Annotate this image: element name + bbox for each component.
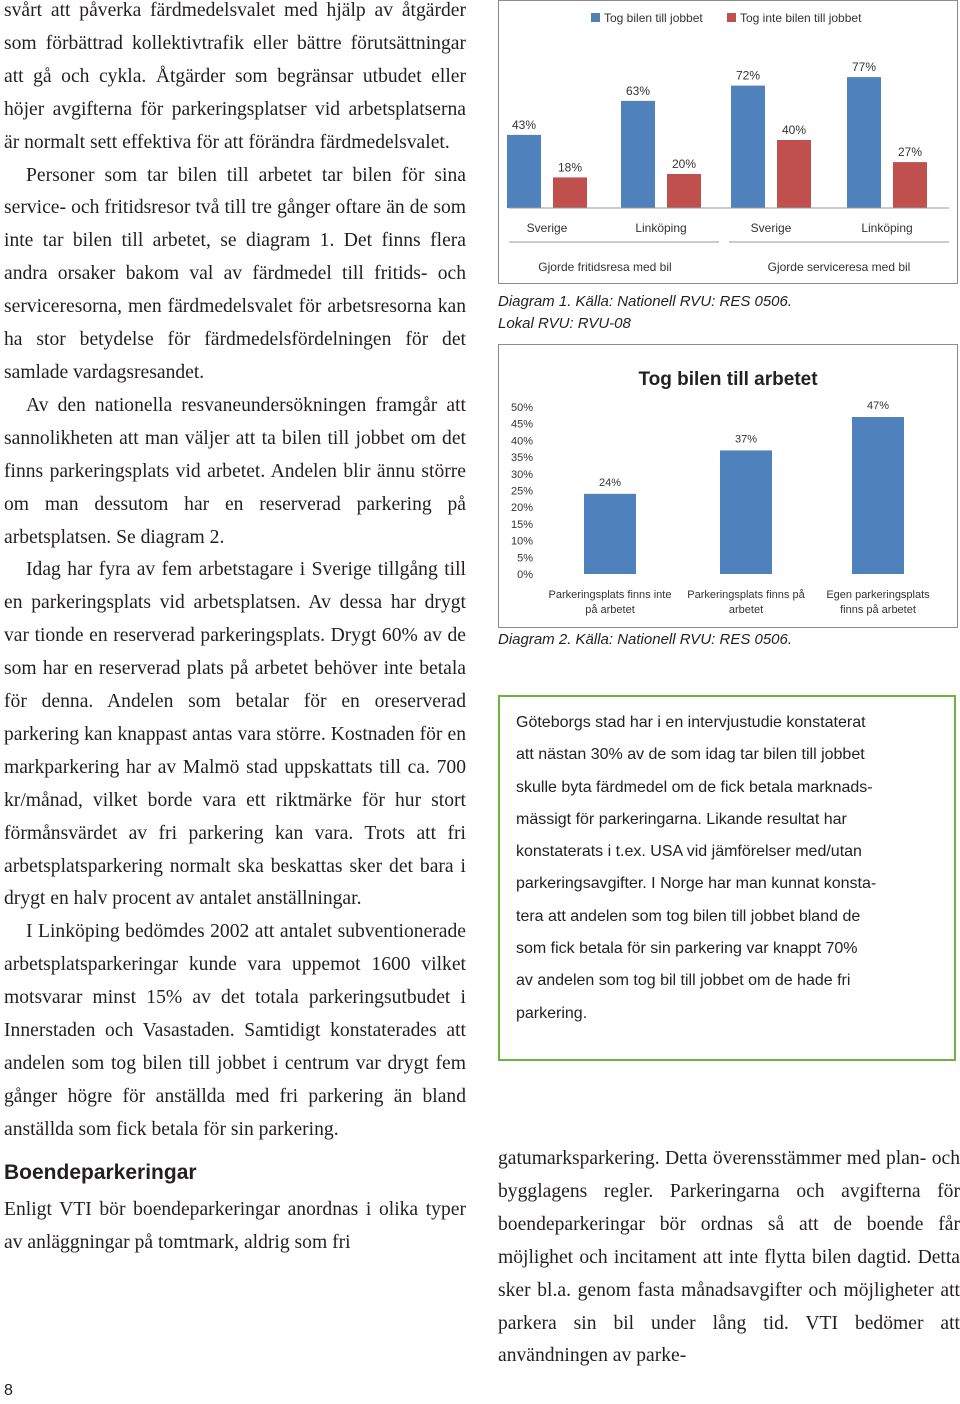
bar — [667, 174, 701, 208]
bar — [720, 450, 772, 574]
category-label: Sverige — [526, 221, 568, 235]
category-label: Parkeringsplats finns på — [687, 589, 805, 601]
bar — [507, 135, 541, 208]
data-label: 40% — [781, 123, 807, 137]
diagram-1-chart — [498, 0, 958, 284]
y-tick-label: 10% — [510, 535, 533, 548]
y-tick-label: 40% — [510, 435, 533, 448]
bar — [553, 177, 587, 208]
y-tick-label: 5% — [517, 552, 533, 565]
info-box-line: som fick betala för sin parkering var knappt 70% — [516, 940, 858, 958]
body-paragraph: Idag har fyra av fem arbetstagare i Sverige tillgång till en parkeringsplats vid arbetsplatsen. Av dessa har drygt var tionde en reserverad parkeringsplats. Drygt 60% av de som har en reserverad plats på arbetet behöver inte betala för denna. Andelen som betalar för en oreserverad parkering kan knappast antas vara större. Kostnaden för en markparkering har av Malmö stad uppskattats till ca. 700 kr/månad, vilket borde vara ett riktmärke för hur stort förmånsvärdet av fri parkering kan vara. Trots att fri arbetsplatsparkering normalt ska beskattas sker det bara i drygt en halv procent av antalet anställningar. — [4, 559, 466, 910]
diagram-2-caption: Diagram 2. Källa: Nationell RVU: RES 0506. — [498, 631, 793, 648]
bar — [584, 494, 636, 574]
data-label: 18% — [557, 160, 583, 175]
info-box-line: att nästan 30% av de som idag tar bilen till jobbet — [516, 746, 865, 764]
info-box-line: av andelen som tog bil till jobbet om de hade fri — [516, 972, 851, 990]
bar — [777, 140, 811, 208]
info-box-line: tera att andelen som tog bilen till jobbet bland de — [516, 907, 861, 925]
info-box-line: Göteborgs stad har i en intervjustudie konstaterat — [516, 714, 866, 731]
info-box-line: parkering. — [516, 1004, 588, 1022]
legend-swatch — [727, 13, 736, 22]
bar — [621, 101, 655, 208]
right-column — [498, 1143, 960, 1373]
category-label: Sverige — [750, 221, 792, 235]
data-label: 37% — [734, 433, 758, 446]
info-box-line: skulle byta färdmedel om de fick betala marknads- — [516, 778, 873, 796]
diagram-1-caption-line: Diagram 1. Källa: Nationell RVU: RES 0506. — [498, 293, 793, 310]
bar — [847, 77, 881, 208]
chart-title: Tog bilen till arbetet — [638, 369, 818, 390]
diagram-1-caption-line: Lokal RVU: RVU-08 — [498, 315, 631, 332]
category-label: finns på arbetet — [840, 604, 916, 616]
y-tick-label: 0% — [517, 569, 533, 581]
y-tick-label: 15% — [510, 518, 533, 531]
category-label: på arbetet — [585, 604, 635, 616]
info-box — [498, 695, 956, 1061]
data-label: 72% — [735, 68, 761, 83]
data-label: 20% — [671, 157, 697, 171]
bar — [852, 417, 904, 574]
body-paragraph: gatumarksparkering. Detta överensstämmer med plan- och bygglagens regler. Parkeringarna och avgifterna för boendeparkeringar bör ordnas så att de boende får möjlighet och incitament att inte flytta bilen dagtid. Detta sker bl.a. genom fasta månadsavgifter och möjligheter att parkera sin bil under lång tid. VTI bedömer att användningen av parke- — [498, 1148, 960, 1367]
body-paragraph: Personer som tar bilen till arbetet tar bilen för sina service- och fritidsresor två till tre gånger oftare än de som inte tar bilen till arbetet, se diagram 1. Det finns flera andra orsaker bakom val av färdmedel till fritids- och serviceresorna, men färdmedelsvalet för arbetsresorna kan ha stor betydelse för färdmedelsfördelningen för det samlade vardagsresandet. — [4, 164, 466, 383]
bar — [731, 86, 765, 208]
page-number: 8 — [4, 1382, 13, 1399]
group-label: Gjorde fritidsresa med bil — [538, 260, 672, 274]
info-box-line: konstaterats i t.ex. USA vid jämförelser med/utan — [516, 843, 862, 861]
y-tick-label: 35% — [510, 452, 533, 465]
data-label: 47% — [866, 400, 890, 413]
y-tick-label: 45% — [510, 418, 533, 431]
diagram-1-svg — [499, 1, 957, 283]
data-label: 27% — [897, 145, 923, 160]
category-label: Parkeringsplats finns inte — [548, 589, 672, 601]
info-box-line: parkeringsavgifter. I Norge har man kunnat konsta- — [516, 875, 877, 893]
info-box-line: mässigt för parkeringarna. Likande resultat har — [516, 810, 847, 828]
left-column — [4, 0, 466, 1259]
y-tick-label: 20% — [510, 502, 533, 515]
y-tick-label: 30% — [510, 468, 533, 481]
section-heading: Boendeparkeringar — [4, 1160, 197, 1184]
body-paragraph: Av den nationella resvaneundersökningen framgår att sannolikheten att man väljer att ta bilen till jobbet om det finns parkeringsplats vid arbetet. Andelen blir ännu större om man dessutom har en reserverad parkering på arbetsplatsen. Se diagram 2. — [4, 394, 466, 548]
y-tick-label: 50% — [510, 402, 533, 414]
diagram-2-chart — [498, 344, 958, 628]
legend-label: Tog bilen till jobbet — [604, 11, 703, 25]
diagram-1-caption — [498, 291, 792, 335]
body-paragraph: svårt att påverka färdmedelsvalet med hjälp av åtgärder som förbättrad kollektivtrafik eller bättre förutsättningar att gå och cykla. Åtgärder som begränsar utbudet eller höjer avgifterna för parkeringsplatser vid arbetsplatserna är normalt sett effektiva för att förändra färdmedelsvalet. — [4, 0, 466, 153]
body-paragraph: Enligt VTI bör boendeparkeringar anordnas i olika typer av anläggningar på tomtmark, aldrig som fri — [4, 1198, 466, 1253]
data-label: 77% — [851, 60, 877, 75]
legend-swatch — [591, 13, 600, 22]
category-label: arbetet — [728, 604, 764, 616]
legend-label: Tog inte bilen till jobbet — [740, 11, 862, 25]
data-label: 43% — [511, 117, 537, 132]
bar — [893, 162, 927, 208]
data-label: 63% — [625, 83, 651, 98]
body-paragraph: I Linköping bedömdes 2002 att antalet subventionerade arbetsplatsparkeringar kunde vara uppemot 1600 vilket motsvarar minst 15% av det totala parkeringsutbudet i Innerstaden och Vasastaden. Samtidigt konstaterades att andelen som tog bilen till jobbet i centrum var drygt fem gånger högre för anställda med fri parkering än bland anställda som fick betala för sin parkering. — [4, 921, 466, 1140]
category-label: Linköping — [861, 221, 913, 235]
category-label: Linköping — [635, 221, 687, 235]
diagram-2-svg — [499, 345, 957, 627]
group-label: Gjorde serviceresa med bil — [767, 260, 911, 274]
category-label: Egen parkeringsplats — [826, 589, 930, 601]
data-label: 24% — [598, 476, 622, 489]
y-tick-label: 25% — [510, 485, 533, 498]
